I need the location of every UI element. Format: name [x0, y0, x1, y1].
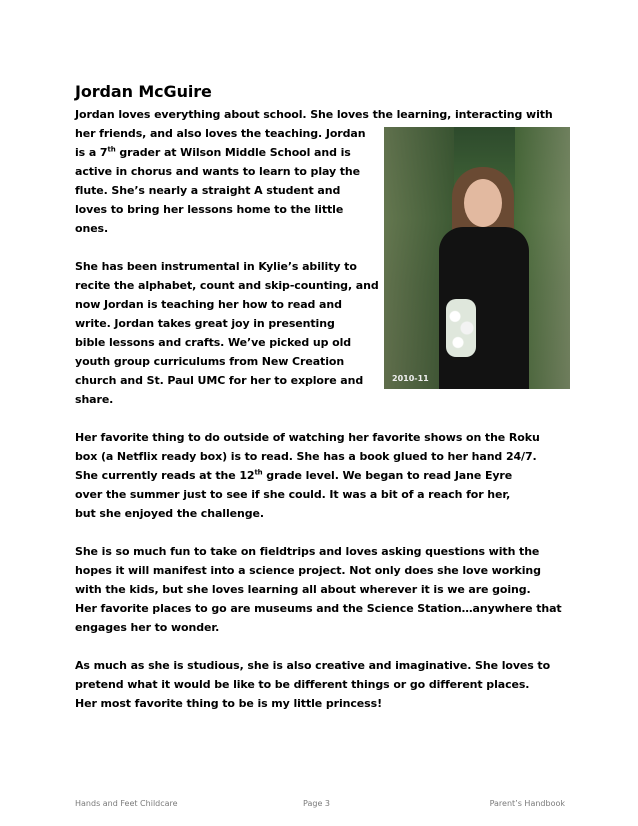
- paragraph-4: [75, 542, 570, 637]
- text-line: her friends, and also loves the teaching. Jordan: [75, 127, 366, 140]
- photo-date-stamp: 2010-11: [392, 374, 429, 383]
- text-line: She is so much fun to take on fieldtrips and loves asking questions with the: [75, 545, 540, 558]
- text-line: As much as she is studious, she is also creative and imaginative. She loves to: [75, 659, 551, 672]
- text-line: ones.: [75, 222, 109, 235]
- footer-page-number: Page 3: [303, 799, 330, 808]
- text-line: She has been instrumental in Kylie’s ability to: [75, 260, 357, 273]
- text-line: recite the alphabet, count and skip-counting, and: [75, 279, 379, 292]
- text-line: engages her to wonder.: [75, 621, 220, 634]
- text-line: over the summer just to see if she could. It was a bit of a reach for her,: [75, 488, 511, 501]
- text-line: Jordan loves everything about school. She loves the learning, interacting with: [75, 108, 553, 121]
- paragraph-1: [75, 105, 570, 238]
- text-line: is a 7th grader at Wilson Middle School and is: [75, 145, 351, 159]
- text-line: share.: [75, 393, 114, 406]
- text-line: church and St. Paul UMC for her to explore and: [75, 374, 364, 387]
- text-line: youth group curriculums from New Creation: [75, 355, 345, 368]
- text-line: pretend what it would be like to be different things or go different places.: [75, 678, 530, 691]
- text-line: now Jordan is teaching her how to read and: [75, 298, 342, 311]
- text-line: but she enjoyed the challenge.: [75, 507, 264, 520]
- text-line: box (a Netflix ready box) is to read. She has a book glued to her hand 24/7.: [75, 450, 537, 463]
- text-line: loves to bring her lessons home to the little: [75, 203, 344, 216]
- footer-right: Parent’s Handbook: [489, 799, 565, 808]
- text-line: She currently reads at the 12th grade level. We began to read Jane Eyre: [75, 468, 513, 482]
- article-body: [75, 82, 570, 732]
- text-line: Her most favorite thing to be is my little princess!: [75, 697, 382, 710]
- text-line: flute. She’s nearly a straight A student and: [75, 184, 341, 197]
- text-line: with the kids, but she loves learning all about wherever it is we are going.: [75, 583, 531, 596]
- text-line: hopes it will manifest into a science project. Not only does she love working: [75, 564, 541, 577]
- text-line: active in chorus and wants to learn to play the: [75, 165, 361, 178]
- text-line: Her favorite thing to do outside of watching her favorite shows on the Roku: [75, 431, 540, 444]
- page-title: Jordan McGuire: [75, 82, 212, 101]
- footer-left: Hands and Feet Childcare: [75, 799, 178, 808]
- page-footer: [75, 799, 565, 811]
- text-line: write. Jordan takes great joy in presenting: [75, 317, 335, 330]
- text-line: Her favorite places to go are museums and the Science Station…anywhere that: [75, 602, 562, 615]
- paragraph-2: [75, 257, 570, 409]
- text-line: bible lessons and crafts. We’ve picked up old: [75, 336, 352, 349]
- paragraph-5: [75, 656, 570, 713]
- paragraph-3: [75, 428, 570, 523]
